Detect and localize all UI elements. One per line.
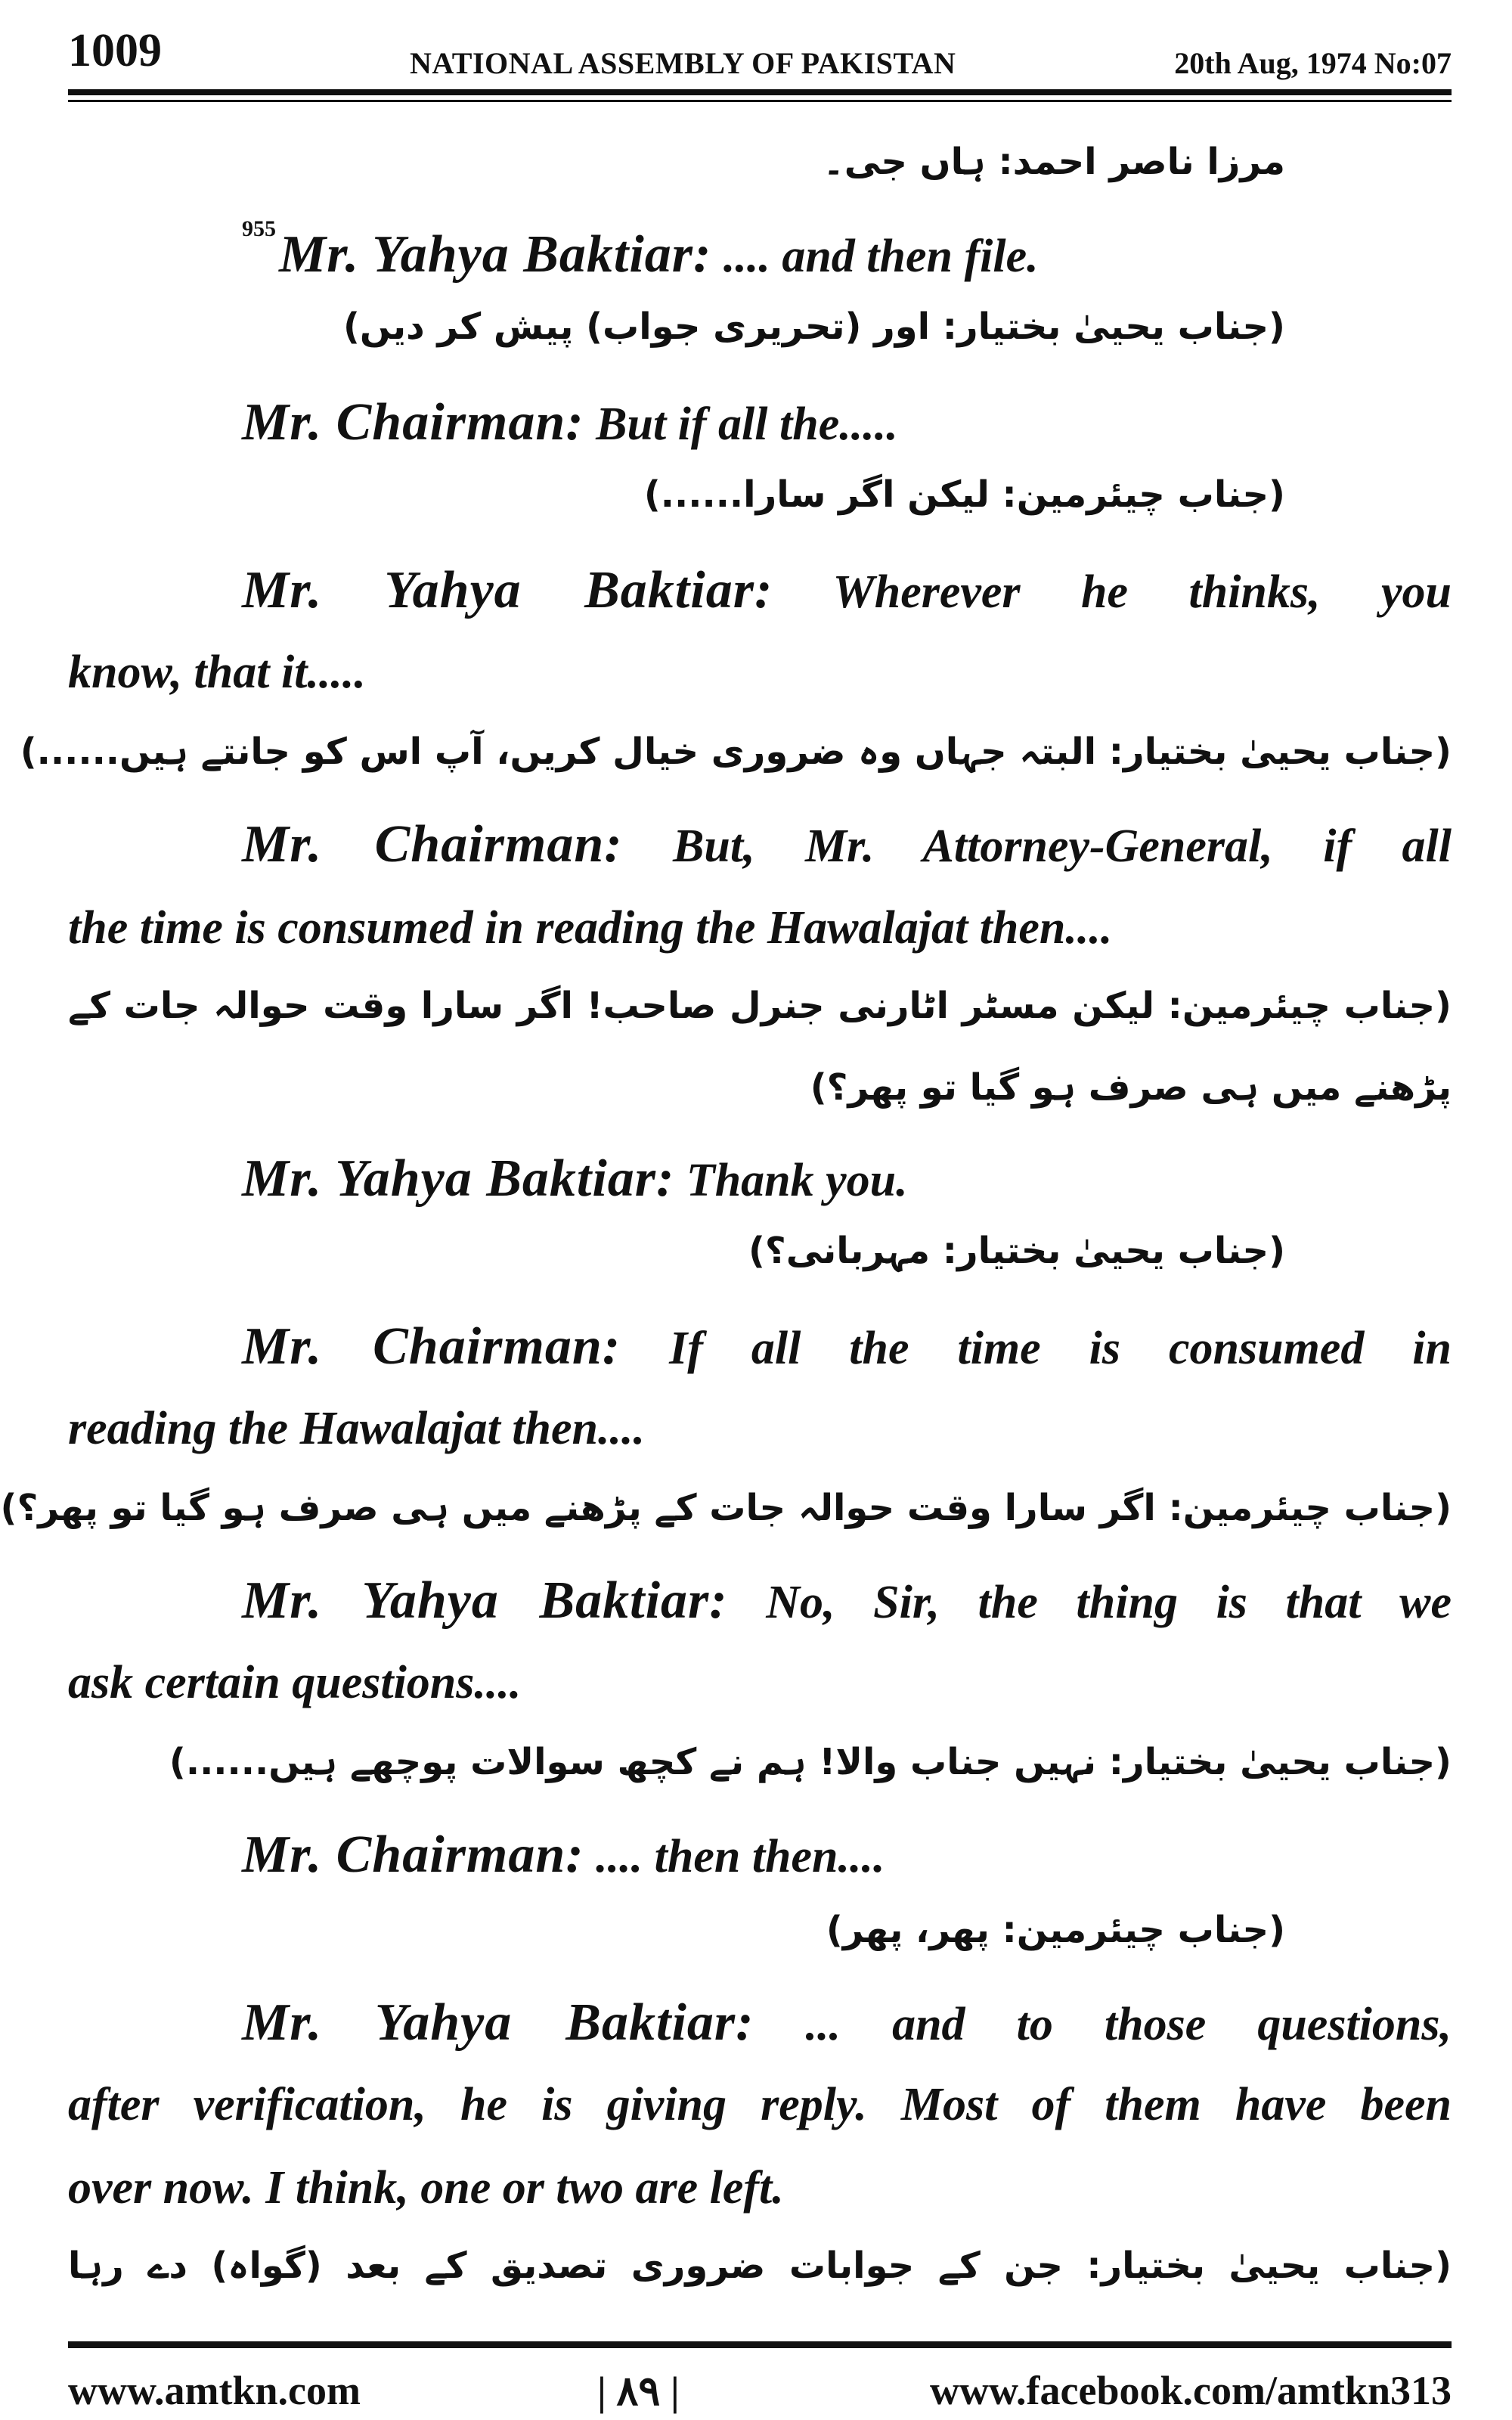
urdu-line: (جناب چیئرمین: لیکن مسٹر اٹارنی جنرل صاحب! اگر سارا وقت حوالہ جات کے [68,985,1452,1027]
speaker-name: Mr. Yahya Baktiar: [242,1150,675,1208]
speaker-name: Mr. Yahya Baktiar: [279,225,712,284]
urdu-line: (جناب چیئرمین: پھر، پھر) [826,1909,1285,1951]
urdu-line: (جناب یحییٰ بختیار: البتہ جہاں وہ ضروری خیال کریں، آپ اس کو جانتے ہیں......) [20,731,1452,773]
speaker-name: Mr. Chairman: [242,1826,584,1884]
page-number: 1009 [68,25,162,76]
speech-text: .... and then file. [711,231,1039,282]
english-line [242,1317,1452,1376]
page-header [68,24,1452,85]
speaker-name: Mr. Chairman: [242,393,584,451]
speaker-name: Mr. Yahya Baktiar: [242,1993,754,2052]
speaker-name: Mr. Yahya Baktiar: [242,1571,728,1630]
urdu-line: (جناب یحییٰ بختیار: اور (تحریری جواب) پیش کر دیں) [342,306,1285,348]
english-line: over now. I think, one or two are left. [68,2162,784,2214]
english-line [242,1571,1452,1630]
english-line [242,561,1452,619]
urdu-line: (جناب چیئرمین: لیکن اگر سارا......) [643,473,1285,516]
speech-text: Wherever he thinks, you [773,566,1452,618]
speech-text: But if all the..... [584,399,898,450]
english-line [242,393,1452,451]
footer-website-link[interactable]: www.amtkn.com [68,2368,361,2413]
english-line [242,1150,1452,1208]
english-line [242,216,1452,284]
urdu-line: (جناب یحییٰ بختیار: مہربانی؟) [748,1230,1285,1272]
header-date-number: 20th Aug, 1974 No:07 [1174,46,1452,80]
urdu-line: پڑھنے میں ہی صرف ہو گیا تو پھر؟) [810,1066,1452,1109]
urdu-line: (جناب یحییٰ بختیار: جن کے جوابات ضروری تصدیق کے بعد (گواہ) دے رہا [68,2245,1452,2287]
speaker-name: Mr. Chairman: [242,1317,621,1376]
english-line: know, that it..... [68,647,366,698]
speech-text: If all the time is consumed in [621,1323,1452,1374]
reference-number: 955 [242,216,276,241]
footer-rule [68,2341,1452,2348]
urdu-line: مرزا ناصر احمد: ہاں جی۔ [823,141,1285,183]
speech-text: Thank you. [674,1155,908,1206]
urdu-line: (جناب یحییٰ بختیار: نہیں جناب والا! ہم نے کچھ سوالات پوچھے ہیں......) [169,1741,1452,1783]
english-line [242,815,1452,873]
english-line [242,1993,1452,2052]
footer-facebook-link[interactable]: www.facebook.com/amtkn313 [930,2368,1452,2413]
english-line: after verification, he is giving reply. Most of them have been [68,2079,1452,2130]
speech-text: ... and to those questions, [754,1999,1452,2050]
urdu-line: (جناب چیئرمین: اگر سارا وقت حوالہ جات کے پڑھنے میں ہی صرف ہو گیا تو پھر؟) [0,1487,1452,1529]
english-line: ask certain questions.... [68,1657,522,1708]
header-rule-thick [68,89,1452,95]
english-line: reading the Hawalajat then.... [68,1403,646,1454]
speech-text: .... then then.... [584,1831,885,1882]
speaker-name: Mr. Chairman: [242,815,623,873]
header-rule-thin [68,100,1452,102]
speaker-name: Mr. Yahya Baktiar: [242,561,773,619]
speech-text: No, Sir, the thing is that we [727,1577,1452,1628]
english-line: the time is consumed in reading the Hawalajat then.... [68,902,1113,954]
speech-text: But, Mr. Attorney-General, if all [622,821,1452,872]
footer-page-number: | ٨٩ | [597,2369,680,2414]
english-line [242,1826,1452,1884]
header-title: NATIONAL ASSEMBLY OF PAKISTAN [410,46,956,80]
